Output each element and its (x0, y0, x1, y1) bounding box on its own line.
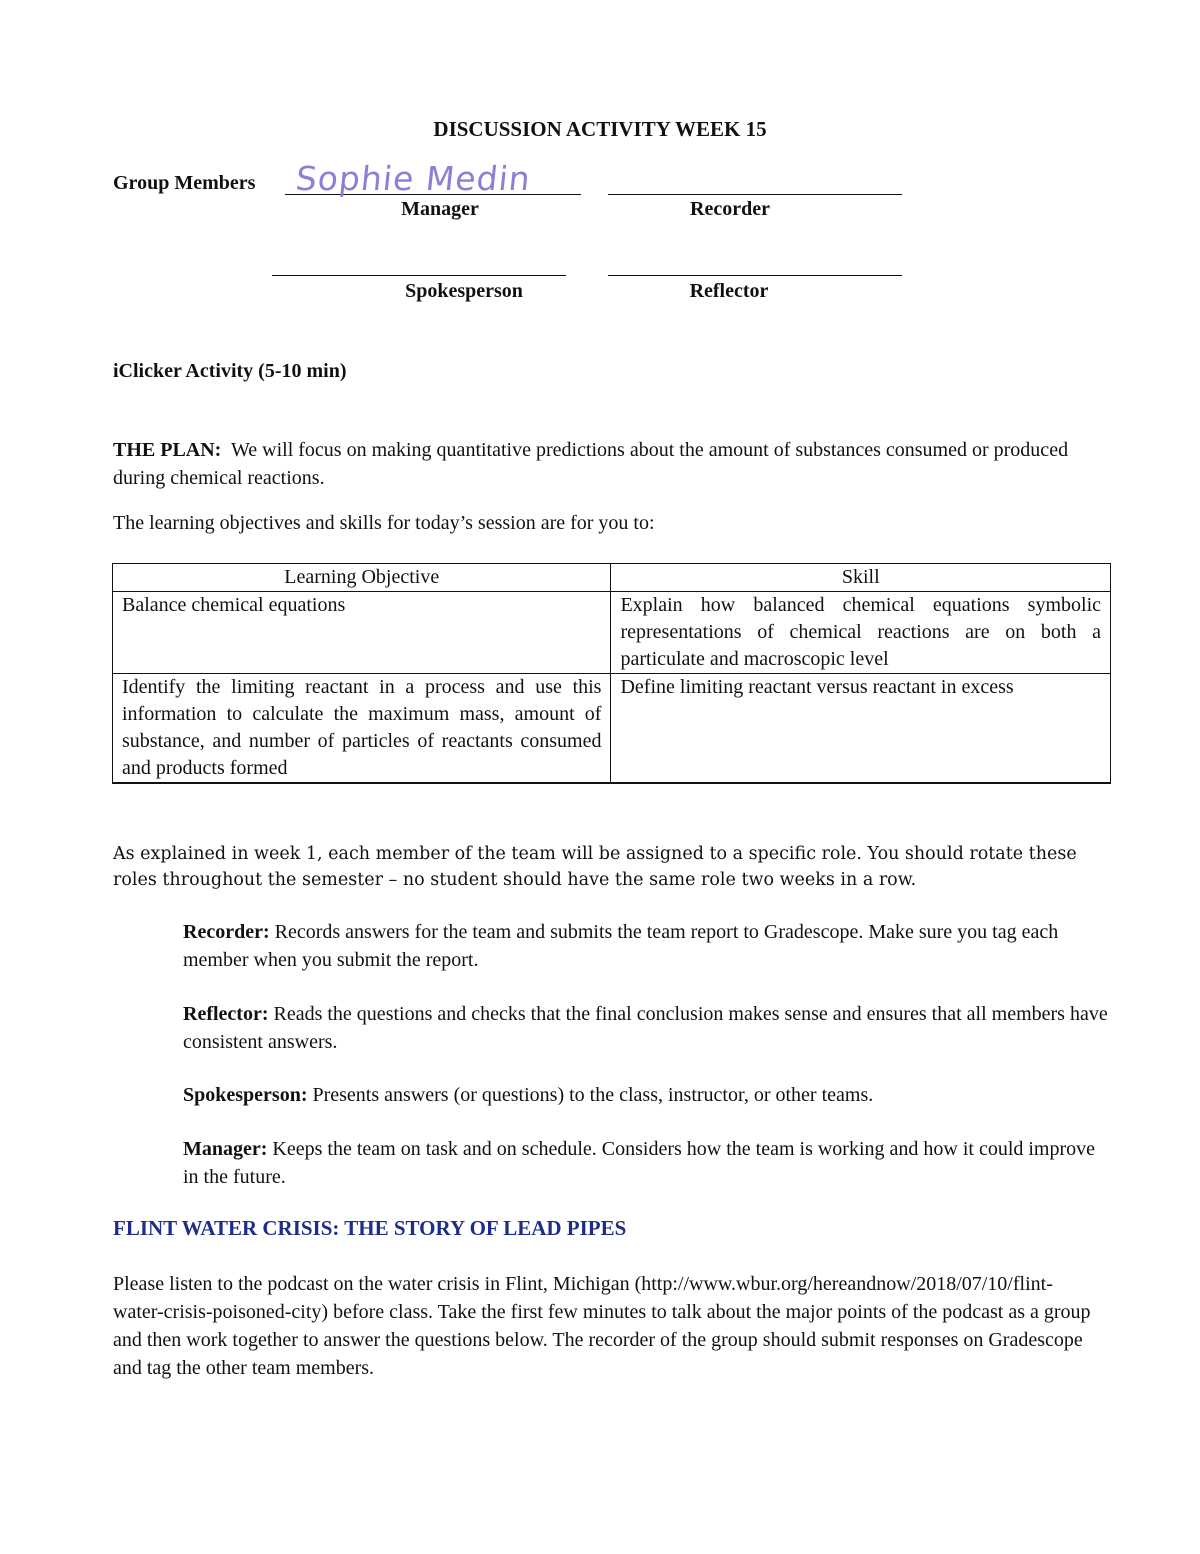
spokesperson-line[interactable] (272, 275, 566, 276)
page-title: DISCUSSION ACTIVITY WEEK 15 (433, 117, 767, 141)
handwritten-signature: Sophie Medin (293, 159, 533, 198)
flint-paragraph: Please listen to the podcast on the water crisis in Flint, Michigan (http://www.wbur.org/hereandnow/2018/07/10/flint-water-crisis-poisoned-city) before class. Take the first few minutes to talk about the major points of the podcast as a group and then work together to answer the questions below. The recorder of the group should submit responses on Gradescope and tag the other team members. (113, 1273, 1091, 1379)
skill-cell: Define limiting reactant versus reactant in excess (611, 674, 1111, 784)
role-manager (183, 1135, 1108, 1191)
role-name: Spokesperson: (183, 1084, 308, 1106)
iclicker-heading: iClicker Activity (5-10 min) (113, 360, 347, 382)
plan-paragraph (113, 436, 1073, 492)
group-members-label: Group Members (113, 172, 256, 194)
role-text: Presents answers (or questions) to the class, instructor, or other teams. (312, 1084, 874, 1106)
table-header: Learning Objective (113, 564, 611, 592)
objective-cell: Balance chemical equations (113, 592, 611, 674)
role-recorder (183, 918, 1108, 974)
role-name: Recorder: (183, 921, 270, 943)
objective-cell: Identify the limiting reactant in a process and use this information to calculate the maximum mass, amount of substance, and number of particles of reactants consumed and products formed (113, 674, 611, 784)
role-reflector (183, 1000, 1108, 1056)
reflector-line[interactable] (608, 275, 902, 276)
role-label-reflector: Reflector (689, 280, 769, 302)
table-row (113, 674, 1111, 784)
table-header: Skill (611, 564, 1111, 592)
role-text: Keeps the team on task and on schedule. Considers how the team is working and how it could improve in the future. (183, 1138, 1096, 1188)
skill-cell: Explain how balanced chemical equations symbolic representations of chemical reactions are on both a particulate and macroscopic level (611, 592, 1111, 674)
table-header-row (113, 564, 1111, 592)
table-row (113, 592, 1111, 674)
role-label-recorder: Recorder (690, 198, 770, 220)
plan-text: We will focus on making quantitative predictions about the amount of substances consumed or produced during chemical reactions. (113, 439, 1069, 489)
role-name: Manager: (183, 1138, 268, 1160)
objectives-table (112, 563, 1111, 784)
plan-label: THE PLAN: (113, 439, 222, 461)
role-text: Records answers for the team and submits the team report to Gradescope. Make sure you tag each member when you submit the report. (183, 921, 1059, 971)
role-label-spokesperson: Spokesperson (405, 280, 523, 302)
role-text: Reads the questions and checks that the final conclusion makes sense and ensures that all members have consistent answers. (183, 1003, 1108, 1053)
role-spokesperson (183, 1081, 1108, 1109)
flint-section-title: FLINT WATER CRISIS: THE STORY OF LEAD PIPES (113, 1216, 627, 1240)
objectives-intro: The learning objectives and skills for today’s session are for you to: (113, 512, 655, 534)
role-label-manager: Manager (401, 198, 479, 220)
roles-intro: As explained in week 1, each member of the team will be assigned to a specific role. You should rotate these roles throughout the semester – no student should have the same role two weeks in a row. (113, 844, 1077, 890)
role-name: Reflector: (183, 1003, 269, 1025)
recorder-line[interactable] (608, 194, 902, 195)
